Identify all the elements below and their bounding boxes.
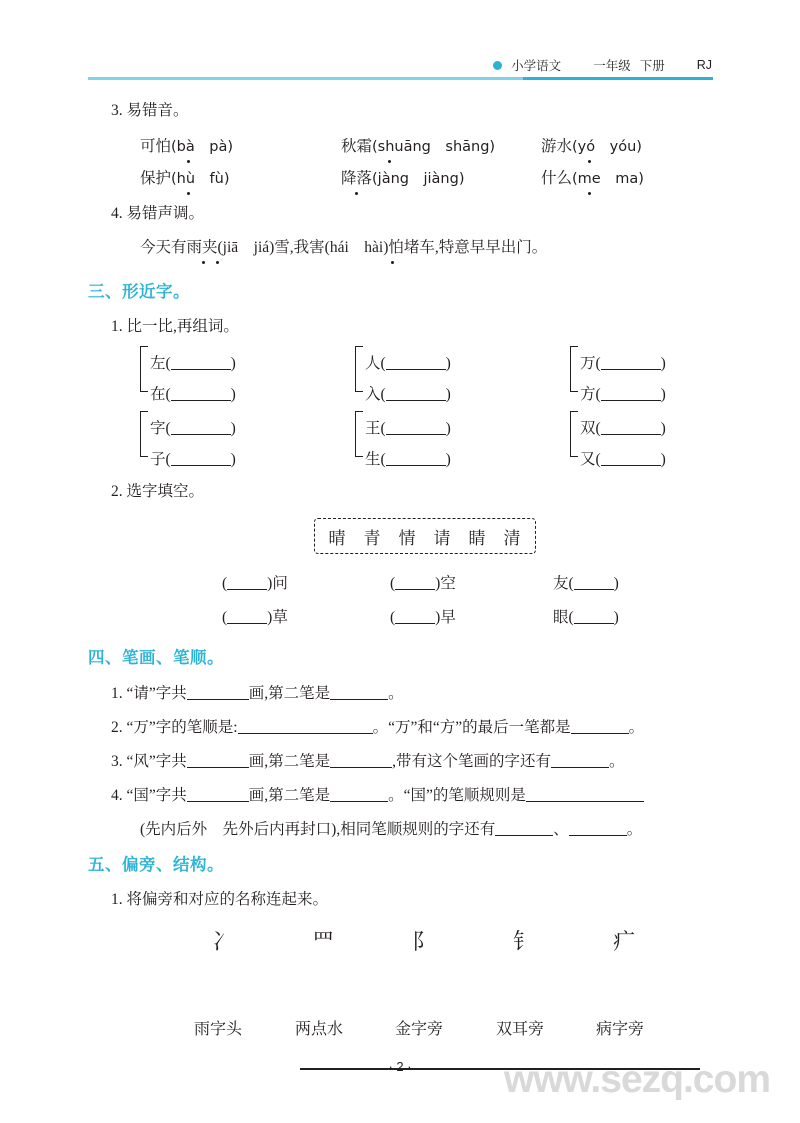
- answer-blank[interactable]: [171, 420, 231, 435]
- answer-blank[interactable]: [171, 451, 231, 466]
- answer-blank[interactable]: [187, 685, 249, 700]
- dot-mark: [202, 261, 205, 264]
- radical-1[interactable]: 冫: [212, 930, 235, 955]
- sub2-number: 2.: [111, 483, 123, 500]
- pinyin: (bà pà): [171, 139, 234, 155]
- sub1-title: 将偏旁和对应的名称连起来。: [126, 891, 329, 908]
- section5-title: 五、偏旁、结构。: [88, 855, 224, 874]
- line-number: 1.: [111, 685, 123, 702]
- section3-sub2-heading: [111, 484, 204, 500]
- close: ): [660, 451, 666, 468]
- item3-row1-word1: [140, 139, 233, 155]
- page-header: [493, 56, 712, 74]
- close: ): [660, 386, 666, 403]
- item3-row2-word1: [140, 171, 230, 187]
- answer-blank[interactable]: [227, 575, 267, 590]
- line-text-c: 。: [388, 685, 404, 702]
- post: ): [613, 575, 619, 592]
- header-subject: 小学语文: [511, 59, 562, 73]
- close: ): [445, 451, 451, 468]
- answer-blank[interactable]: [395, 609, 435, 624]
- pre: (: [222, 609, 228, 626]
- dot-mark: [388, 160, 391, 163]
- page-number: · 2 ·: [388, 1059, 412, 1074]
- line-text-d: 。: [609, 753, 625, 770]
- answer-blank[interactable]: [386, 386, 446, 401]
- item4-heading: [111, 206, 204, 222]
- answer-blank[interactable]: [601, 451, 661, 466]
- line-text-a: “风”字共: [126, 753, 187, 770]
- line-text-c: ,带有这个笔画的字还有: [392, 753, 552, 770]
- char: 人(: [365, 355, 386, 372]
- answer-blank[interactable]: [495, 821, 553, 836]
- choice-char-5[interactable]: 睛: [468, 528, 487, 548]
- close: ): [660, 420, 666, 437]
- item3-heading: [111, 103, 189, 119]
- line-end: 。: [626, 821, 643, 838]
- char: 万(: [580, 355, 601, 372]
- pre: (: [390, 609, 396, 626]
- brace-5-bottom: [365, 447, 451, 469]
- brace-6: [570, 411, 578, 457]
- brace-1-bottom: [150, 382, 236, 404]
- answer-blank[interactable]: [386, 420, 446, 435]
- dot-mark: [216, 261, 219, 264]
- close: ): [445, 420, 451, 437]
- post: ): [613, 609, 619, 626]
- line-number: 3.: [111, 753, 123, 770]
- answer-blank[interactable]: [330, 753, 392, 768]
- line-text: (先内后外 先外后内再封口),相同笔顺规则的字还有: [140, 821, 496, 838]
- pre: (: [222, 575, 228, 592]
- choices-box: [314, 518, 536, 554]
- item4-number: 4.: [111, 205, 123, 222]
- section3-title: 三、形近字。: [88, 282, 190, 301]
- post: )早: [435, 609, 456, 626]
- word: 保护: [140, 170, 172, 187]
- header-edition: RJ: [696, 58, 712, 72]
- line-number: 2.: [111, 719, 123, 736]
- line-text-a: “万”字的笔顺是:: [126, 719, 238, 736]
- brace-4-top: [150, 416, 236, 438]
- blank-row1-item3: [553, 575, 619, 592]
- dot-mark: [187, 160, 190, 163]
- answer-blank[interactable]: [526, 787, 644, 802]
- watermark: www.sezq.com: [503, 1058, 770, 1101]
- section4-line-4: [111, 787, 644, 804]
- section4-line-1: [111, 685, 404, 702]
- brace-3-top: [580, 351, 666, 373]
- section3-sub1-heading: [111, 319, 239, 335]
- sub2-title: 选字填空。: [126, 483, 205, 500]
- radical-name-5[interactable]: 病字旁: [596, 1021, 645, 1038]
- line-text-c: 。“国”的笔顺规则是: [388, 787, 526, 804]
- item3-row1-word3: [541, 139, 642, 155]
- section4-title: 四、笔画、笔顺。: [88, 648, 224, 667]
- line-sep: 、: [553, 821, 569, 838]
- dot-mark: [391, 261, 394, 264]
- blank-row2-item3: [553, 609, 619, 626]
- line-text-a: “请”字共: [126, 685, 187, 702]
- brace-1: [140, 346, 148, 392]
- answer-blank[interactable]: [574, 609, 614, 624]
- answer-blank[interactable]: [601, 386, 661, 401]
- answer-blank[interactable]: [386, 451, 446, 466]
- radical-2[interactable]: ⺲: [312, 930, 335, 955]
- brace-2: [355, 346, 363, 392]
- close: ): [230, 355, 236, 372]
- radical-name-2[interactable]: 两点水: [295, 1021, 344, 1038]
- pre: (: [390, 575, 396, 592]
- word: 可怕: [140, 138, 172, 155]
- radical-3[interactable]: 阝: [412, 930, 435, 955]
- item4-title: 易错声调。: [126, 205, 205, 222]
- sub1-title: 比一比,再组词。: [126, 318, 239, 335]
- answer-blank[interactable]: [330, 787, 388, 802]
- line-text-b: 。“万”和“方”的最后一笔都是: [372, 719, 571, 736]
- pinyin: (me ma): [572, 171, 644, 187]
- line-text-a: “国”字共: [126, 787, 187, 804]
- char: 左(: [150, 355, 171, 372]
- answer-blank[interactable]: [171, 386, 231, 401]
- sub1-number: 1.: [111, 318, 123, 335]
- blank-row1-item2: [390, 575, 456, 592]
- answer-blank[interactable]: [601, 355, 661, 370]
- section5-sub1-heading: [111, 892, 328, 908]
- brace-3-bottom: [580, 382, 666, 404]
- brace-2-top: [365, 351, 451, 373]
- answer-blank[interactable]: [187, 753, 249, 768]
- line-text-c: 。: [628, 719, 645, 736]
- word: 秋霜: [341, 138, 373, 155]
- dot-mark: [588, 160, 591, 163]
- answer-blank[interactable]: [601, 420, 661, 435]
- dot-mark: [187, 192, 190, 195]
- char: 子(: [150, 451, 171, 468]
- post: )空: [435, 575, 456, 592]
- pre: 眼(: [553, 609, 574, 626]
- answer-blank[interactable]: [238, 719, 373, 734]
- answer-blank[interactable]: [171, 355, 231, 370]
- item3-number: 3.: [111, 102, 123, 119]
- answer-blank[interactable]: [395, 575, 435, 590]
- answer-blank[interactable]: [574, 575, 614, 590]
- close: ): [445, 386, 451, 403]
- brace-5: [355, 411, 363, 457]
- word: 降落: [341, 170, 373, 187]
- radical-5[interactable]: 疒: [613, 930, 636, 955]
- answer-blank[interactable]: [569, 821, 627, 836]
- line-text-b: 画,第二笔是: [248, 753, 331, 770]
- char: 生(: [365, 451, 386, 468]
- line-text-b: 画,第二笔是: [248, 787, 331, 804]
- radical-4[interactable]: 钅: [513, 930, 536, 955]
- brace-4-bottom: [150, 447, 236, 469]
- char: 在(: [150, 386, 171, 403]
- close: ): [445, 355, 451, 372]
- word: 游水: [541, 138, 573, 155]
- char: 又(: [580, 451, 601, 468]
- close: ): [660, 355, 666, 372]
- choice-char-4[interactable]: 请: [433, 528, 452, 548]
- brace-3: [570, 346, 578, 392]
- char: 字(: [150, 420, 171, 437]
- answer-blank[interactable]: [386, 355, 446, 370]
- brace-4: [140, 411, 148, 457]
- dot-mark: [355, 192, 358, 195]
- line-number: 4.: [111, 787, 123, 804]
- choice-char-6[interactable]: 清: [503, 528, 522, 548]
- pinyin: (hù fù): [171, 171, 230, 187]
- radical-name-1[interactable]: 雨字头: [194, 1021, 243, 1038]
- item3-title: 易错音。: [126, 102, 189, 119]
- pinyin: (yó yóu): [572, 139, 642, 155]
- item3-row1-word2: [341, 139, 495, 155]
- item4-sentence: 今天有雨夹(jiā jiá)雪,我害(hái hài)怕堵车,特意早早出门。: [140, 239, 548, 256]
- dot-mark: [588, 192, 591, 195]
- close: ): [230, 451, 236, 468]
- header-grade: 一年级: [593, 59, 631, 73]
- brace-6-top: [580, 416, 666, 438]
- brace-2-bottom: [365, 382, 451, 404]
- answer-blank[interactable]: [227, 609, 267, 624]
- blank-row1-item1: [222, 575, 288, 592]
- section4-line-3: [111, 753, 625, 770]
- close: ): [230, 420, 236, 437]
- sub1-number: 1.: [111, 891, 123, 908]
- section4-line-4b: [140, 821, 642, 838]
- pre: 友(: [553, 575, 574, 592]
- item3-row2-word2: [341, 171, 464, 187]
- answer-blank[interactable]: [187, 787, 249, 802]
- header-volume: 下册: [639, 59, 665, 73]
- choice-char-1[interactable]: 晴: [328, 528, 347, 548]
- answer-blank[interactable]: [571, 719, 629, 734]
- blank-row2-item2: [390, 609, 456, 626]
- close: ): [230, 386, 236, 403]
- choice-char-2[interactable]: 青: [363, 528, 382, 548]
- header-dot-icon: [493, 61, 502, 70]
- header-rule-light: [88, 77, 523, 80]
- choice-char-3[interactable]: 情: [398, 528, 417, 548]
- section4-line-2: [111, 719, 644, 736]
- radical-name-3[interactable]: 金字旁: [395, 1021, 444, 1038]
- post: )草: [267, 609, 288, 626]
- char: 方(: [580, 386, 601, 403]
- item3-row2-word3: [541, 171, 644, 187]
- brace-5-top: [365, 416, 451, 438]
- brace-6-bottom: [580, 447, 666, 469]
- char: 双(: [580, 420, 601, 437]
- word: 什么: [541, 170, 573, 187]
- radical-name-4[interactable]: 双耳旁: [496, 1021, 545, 1038]
- pinyin: (jàng jiàng): [372, 171, 465, 187]
- char: 王(: [365, 420, 386, 437]
- brace-1-top: [150, 351, 236, 373]
- post: )问: [267, 575, 288, 592]
- answer-blank[interactable]: [330, 685, 388, 700]
- char: 入(: [365, 386, 386, 403]
- blank-row2-item1: [222, 609, 288, 626]
- pinyin: (shuāng shāng): [372, 139, 496, 155]
- line-text-b: 画,第二笔是: [248, 685, 331, 702]
- answer-blank[interactable]: [551, 753, 609, 768]
